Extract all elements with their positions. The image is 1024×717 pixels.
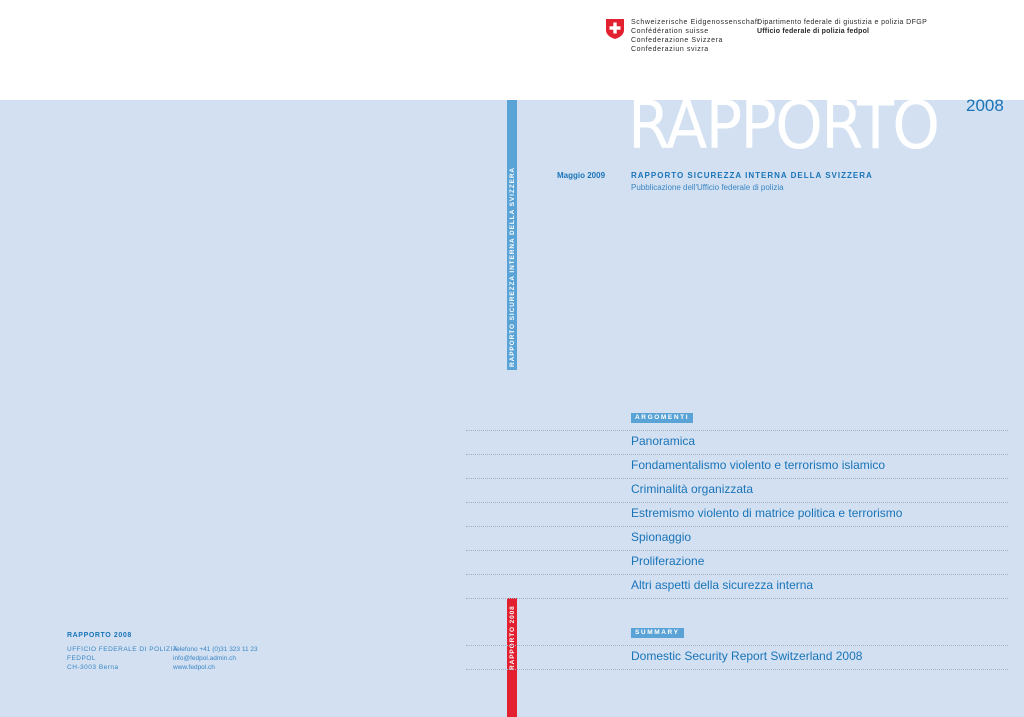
divider: [466, 574, 1008, 575]
cover-year: 2008: [966, 96, 1004, 115]
address-line: UFFICIO FEDERALE DI POLIZIA: [67, 646, 178, 653]
confederation-line: Schweizerische Eidgenossenschaft: [631, 19, 760, 26]
divider: [466, 430, 1008, 431]
email-link[interactable]: info@fedpol.admin.ch: [173, 655, 236, 662]
publication-date: Maggio 2009: [557, 171, 606, 180]
summary-link[interactable]: Domestic Security Report Switzerland 2008: [631, 649, 863, 663]
divider: [466, 454, 1008, 455]
divider: [466, 526, 1008, 527]
department-name: Dipartimento federale di giustizia e polizia DFGP: [757, 19, 928, 26]
divider: [466, 502, 1008, 503]
divider: [466, 550, 1008, 551]
swiss-crest-icon: [606, 19, 624, 39]
topic-link[interactable]: Panoramica: [631, 434, 696, 448]
cover-title: RAPPORTO: [628, 87, 939, 164]
address-line: FEDPOL: [67, 655, 97, 662]
confederation-line: Confederaziun svizra: [631, 46, 709, 53]
topics-label: ARGOMENTI: [631, 413, 693, 423]
report-title: RAPPORTO SICUREZZA INTERNA DELLA SVIZZERA: [631, 171, 873, 180]
divider: [466, 598, 1008, 599]
topic-link[interactable]: Estremismo violento di matrice politica e terrorismo: [631, 506, 903, 520]
phone-number: Telefono +41 (0)31 323 11 23: [173, 646, 258, 653]
address-block: [67, 645, 178, 672]
topic-link[interactable]: Criminalità organizzata: [631, 482, 754, 496]
header-band: [0, 0, 1024, 100]
address-line: CH-3003 Berna: [67, 664, 119, 671]
confederation-line: Confédération suisse: [631, 28, 709, 35]
topic-link[interactable]: Proliferazione: [631, 554, 705, 568]
summary-label: SUMMARY: [631, 628, 684, 638]
divider: [466, 645, 1008, 646]
back-cover-title: RAPPORTO 2008: [67, 632, 132, 639]
spine-year-label: RAPPORTO 2008: [509, 605, 516, 670]
spine-title: RAPPORTO SICUREZZA INTERNA DELLA SVIZZERA: [509, 166, 516, 367]
report-subtitle: Pubblicazione dell'Ufficio federale di polizia: [631, 183, 784, 192]
contact-block: [173, 645, 258, 672]
divider: [466, 669, 1008, 670]
topic-link[interactable]: Altri aspetti della sicurezza interna: [631, 578, 814, 592]
confederation-line: Confederazione Svizzera: [631, 37, 724, 44]
topic-link[interactable]: Fondamentalismo violento e terrorismo islamico: [631, 458, 886, 472]
topic-link[interactable]: Spionaggio: [631, 530, 692, 544]
divider: [466, 478, 1008, 479]
website-link[interactable]: www.fedpol.ch: [173, 664, 215, 671]
confederation-name: [631, 18, 760, 54]
department-block: [757, 18, 927, 36]
office-name: Ufficio federale di polizia fedpol: [757, 28, 870, 35]
